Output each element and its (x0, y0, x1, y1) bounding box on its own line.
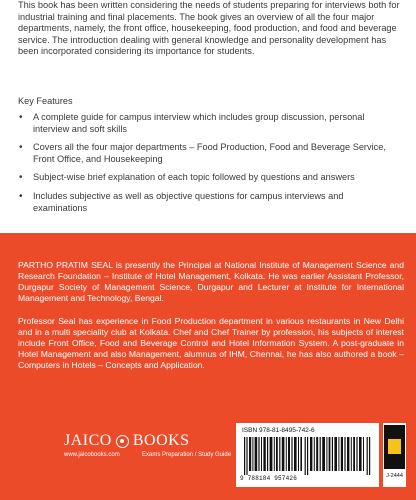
publisher-emblem-icon (116, 435, 129, 448)
bullet-icon: • (19, 112, 23, 123)
book-category: Exams Preparation / Study Guide (142, 452, 232, 458)
key-features-heading: Key Features (18, 96, 73, 106)
bullet-icon: • (19, 172, 23, 184)
barcode-panel (236, 423, 379, 487)
list-item (18, 142, 398, 165)
imprint-badge (383, 423, 406, 487)
author-experience-paragraph: Professor Seal has experience in Food Production department in various restaurants in New Delhi and in a multi speciality club at Kolkata. Chef and Chef Trainer by profession, his subjects of interest include Front Office, Food and Beverage Control and Hotel Information System. A post-graduate in Hotel Management and also Management, alumnus of IHM, Chennai, he has also authored a book – Computers in Hotels – Concepts and Application. (18, 316, 404, 370)
imprint-logo-icon (388, 439, 401, 454)
key-features-list (18, 112, 398, 221)
publisher-name-left: JAICO (64, 432, 112, 449)
isbn-digits: 9 788184 957426 (240, 475, 298, 482)
bullet-icon: • (19, 190, 23, 202)
publisher-logo (64, 432, 190, 450)
imprint-code: J-2444 (386, 473, 403, 479)
imprint-logo-background (384, 425, 405, 469)
list-item (18, 191, 398, 214)
list-item (18, 172, 398, 184)
description-section (0, 0, 416, 233)
feature-text: Covers all the four major departments – Food Production, Food and Beverage Service, Front Office, and Housekeeping (33, 142, 386, 164)
feature-text: Subject-wise brief explanation of each topic followed by questions and answers (33, 172, 355, 183)
isbn-label: ISBN 978-81-8495-742-6 (242, 427, 315, 434)
publisher-website: www.jaicobooks.com (64, 452, 120, 458)
feature-text: A complete guide for campus interview which includes group discussion, personal interview and soft skills (33, 112, 365, 134)
author-bio-paragraph: PARTHO PRATIM SEAL is presently the Principal at National Institute of Management Science and Research Foundation – Institute of Hotel Management, Kolkata. He was earlier Assistant Professor, Durgapur Society of Management Science, Durgapur and Lecturer at Institute for International Management and Technology, Bengal. (18, 260, 404, 303)
book-description: This book has been written considering the needs of students preparing for interviews both for industrial training and final placements. The book gives an overview of all the four major departments, namely, the front office, housekeeping, food production, and food and beverage service. The introduction dealing with general knowledge and personality development has been incorporated considering its importance for students. (18, 0, 400, 57)
list-item (18, 112, 398, 135)
feature-text: Includes subjective as well as objective questions for campus interviews and examinations (33, 190, 344, 213)
barcode-icon (244, 437, 371, 475)
publisher-name-right: BOOKS (132, 432, 190, 449)
bullet-icon: • (19, 142, 23, 154)
